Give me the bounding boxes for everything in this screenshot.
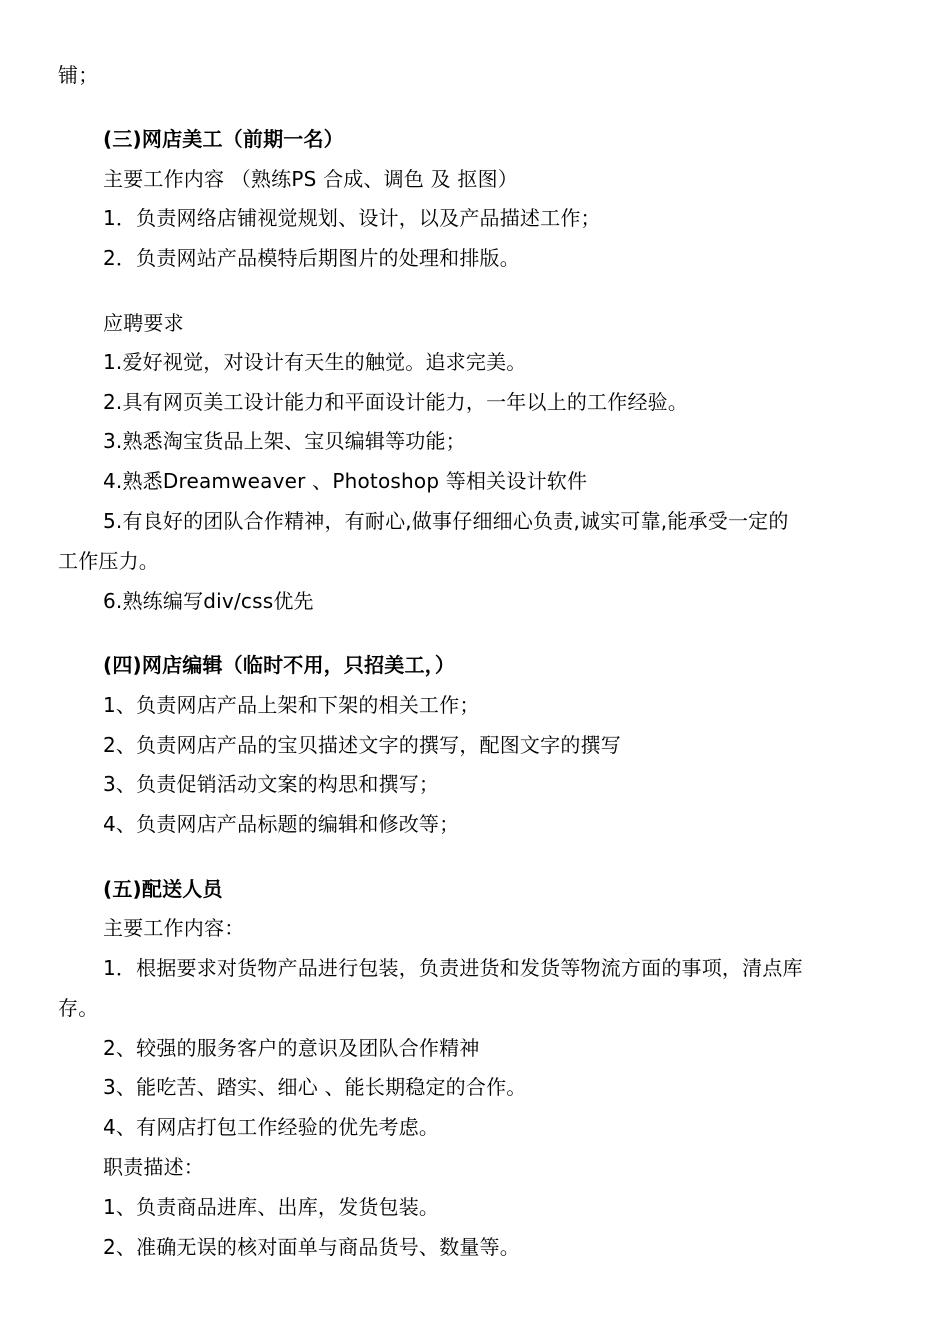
section5-duty-item: 4、有网店打包工作经验的优先考虑。 [103, 1115, 440, 1139]
section3-requirement-item: 1.爱好视觉，对设计有天生的触觉。追求完美。 [103, 350, 527, 374]
section3-duty-item: 2．负责网站产品模特后期图片的处理和排版。 [103, 246, 520, 270]
section3-duties-title: 主要工作内容 （熟练PS 合成、调色 及 抠图） [103, 167, 518, 191]
section4-item: 1、负责网店产品上架和下架的相关工作； [103, 693, 480, 717]
section3-requirement-item: 5.有良好的团队合作精神，有耐心,做事仔细细心负责,诚实可靠,能承受一定的 [103, 509, 789, 533]
continuation-text: 铺； [58, 63, 99, 87]
section5-duty-item: 1．根据要求对货物产品进行包装，负责进货和发货等物流方面的事项，清点库 [103, 956, 803, 980]
section3-requirement-item: 3.熟悉淘宝货品上架、宝贝编辑等功能； [103, 429, 466, 453]
section3-requirement-item: 4.熟悉Dreamweaver 、Photoshop 等相关设计软件 [103, 469, 588, 493]
section4-item: 2、负责网店产品的宝贝描述文字的撰写，配图文字的撰写 [103, 733, 621, 757]
section3-requirements-title: 应聘要求 [103, 311, 184, 335]
section5-duty-item: 存。 [58, 996, 99, 1020]
section5-job-desc-item: 1、负责商品进库、出库，发货包装。 [103, 1195, 440, 1219]
section4-heading: (四)网店编辑（临时不用，只招美工，） [103, 653, 456, 677]
section5-duties-title: 主要工作内容： [103, 916, 245, 940]
section3-heading: (三)网店美工（前期一名） [103, 127, 344, 151]
section5-job-desc-item: 2、准确无误的核对面单与商品货号、数量等。 [103, 1235, 520, 1259]
section4-item: 4、负责网店产品标题的编辑和修改等； [103, 812, 460, 836]
section3-requirement-item: 6.熟练编写div/css优先 [103, 589, 314, 613]
section5-heading: (五)配送人员 [103, 877, 223, 901]
section5-duty-item: 2、较强的服务客户的意识及团队合作精神 [103, 1036, 480, 1060]
section4-item: 3、负责促销活动文案的构思和撰写； [103, 772, 440, 796]
section3-requirement-item: 2.具有网页美工设计能力和平面设计能力，一年以上的工作经验。 [103, 390, 689, 414]
section3-requirement-item: 工作压力。 [58, 549, 159, 573]
section5-job-desc-title: 职责描述： [103, 1155, 204, 1179]
section5-duty-item: 3、能吃苦、踏实、细心 、能长期稳定的合作。 [103, 1075, 527, 1099]
section3-duty-item: 1．负责网络店铺视觉规划、设计，以及产品描述工作； [103, 206, 601, 230]
